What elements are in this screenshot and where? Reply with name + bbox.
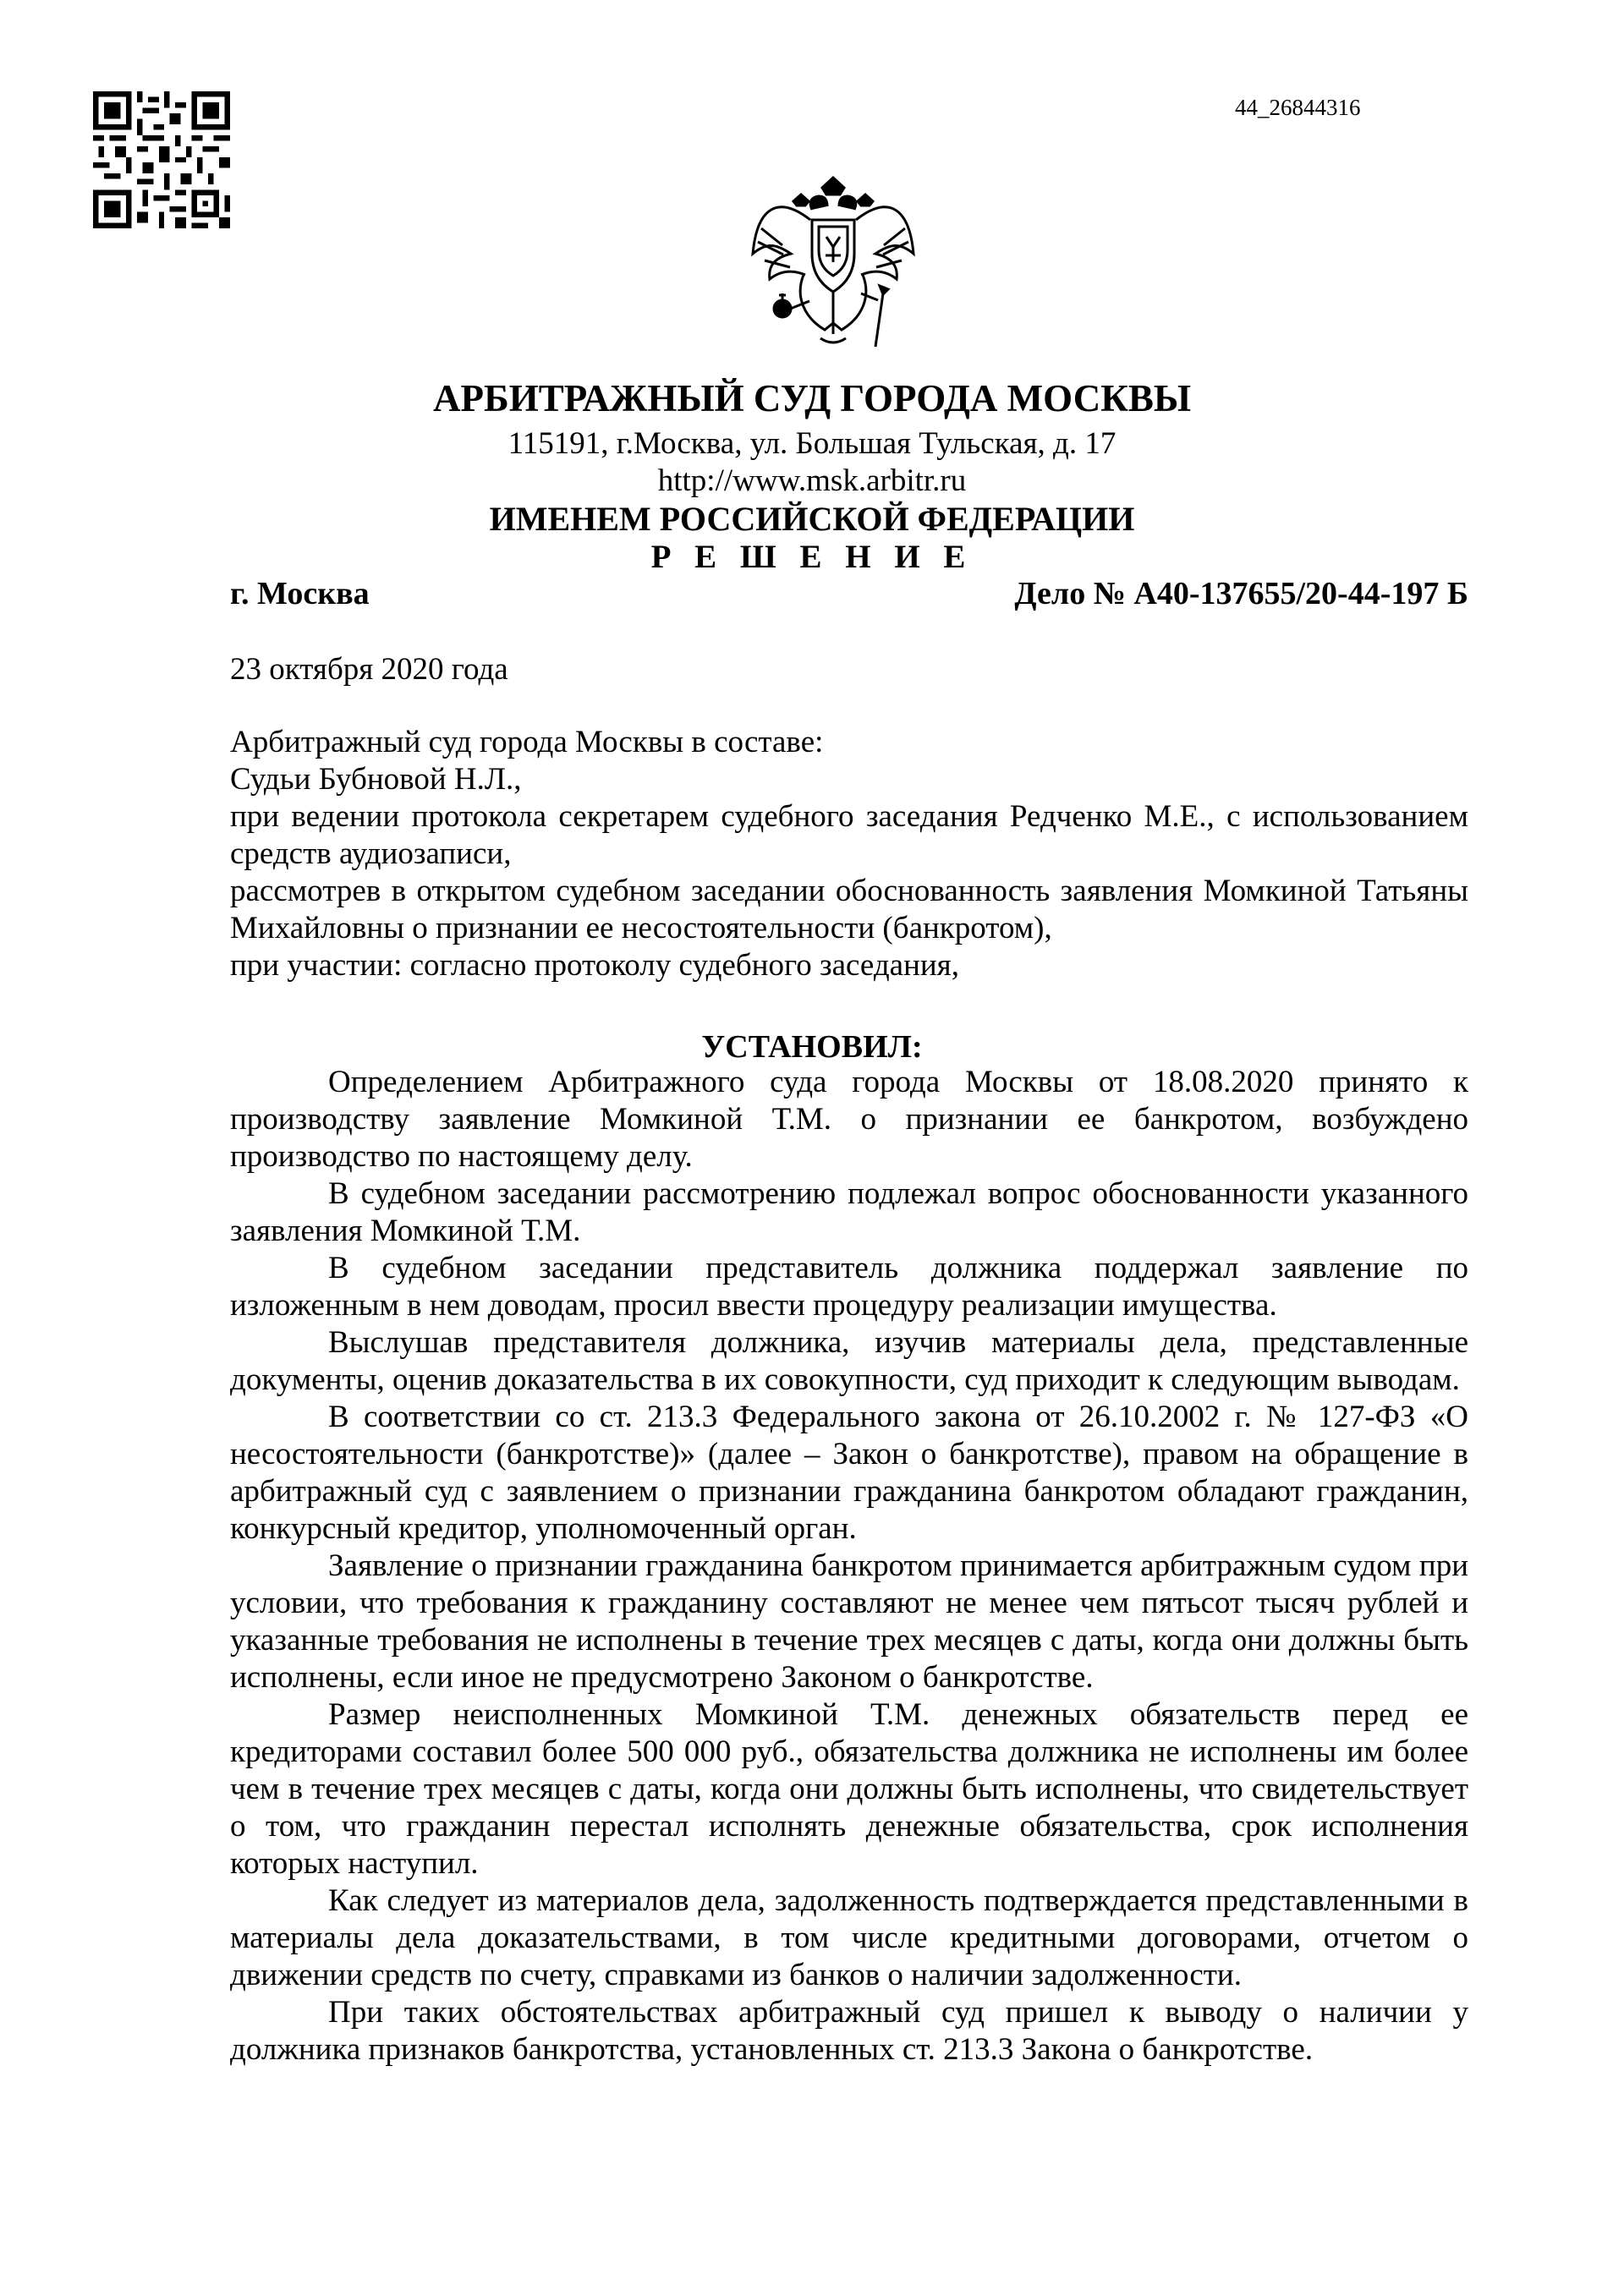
body-paragraph: Размер неисполненных Момкиной Т.М. денежных обязательств перед ее кредиторами составил более 500 000 руб., обязательства должника не исполнены им более чем в течение трех месяцев с даты, когда они должны быть исполнены, что свидетельствует о том, что гражданин перестал исполнять денежные обязательства, срок исполнения которых наступил. (230, 1697, 1468, 1881)
composition-line-2: Судьи Бубновой Н.Л., (230, 762, 522, 797)
court-website: http://www.msk.arbitr.ru (657, 463, 967, 498)
case-number: Дело № А40-137655/20-44-197 Б (1014, 576, 1468, 611)
court-name: АРБИТРАЖНЫЙ СУД ГОРОДА МОСКВЫ (432, 377, 1192, 419)
composition-line-5: при участии: согласно протоколу судебного заседания, (230, 948, 959, 983)
court-composition (230, 724, 1468, 984)
qr-code (93, 91, 230, 228)
body-paragraph: Определением Арбитражного суда города Москвы от 18.08.2020 принято к производству заявление Момкиной Т.М. о признании ее банкротом, возбуждено производство по настоящему делу. (230, 1065, 1468, 1174)
decision-body (230, 1064, 1468, 2069)
body-paragraph: В судебном заседании рассмотрению подлежал вопрос обоснованности указанного заявления Момкиной Т.М. (230, 1176, 1468, 1248)
body-paragraph: При таких обстоятельствах арбитражный суд пришел к выводу о наличии у должника признаков банкротства, установленных ст. 213.3 Закона о банкротстве. (230, 1995, 1468, 2067)
composition-line-4: рассмотрев в открытом судебном заседании обоснованность заявления Момкиной Татьяны Михайловны о признании ее несостоятельности (банкротом), (230, 874, 1468, 945)
composition-line-3: при ведении протокола секретарем судебного заседания Редченко М.Е., с использованием средств аудиозаписи, (230, 799, 1468, 871)
decision-title: Р Е Ш Е Н И Е (650, 539, 974, 575)
coat-of-arms-icon (744, 161, 922, 355)
body-paragraph: Заявление о признании гражданина банкротом принимается арбитражным судом при условии, что требования к гражданину составляют не менее чем пятьсот тысяч рублей и указанные требования не исполнены в течение трех месяцев с даты, когда они должны быть исполнены, если иное не предусмотрено Законом о банкротстве. (230, 1548, 1468, 1695)
city: г. Москва (230, 576, 370, 611)
body-paragraph: Выслушав представителя должника, изучив материалы дела, представленные документы, оценив доказательства в их совокупности, суд приходит к следующим выводам. (230, 1325, 1468, 1397)
decision-date: 23 октября 2020 года (230, 652, 508, 687)
document-id: 44_26844316 (1235, 95, 1361, 120)
body-paragraph: В соответствии со ст. 213.3 Федерального закона от 26.10.2002 г. № 127-ФЗ «О несостоятельности (банкротстве)» (далее – Закон о банкротстве), правом на обращение в арбитражный суд с заявлением о признании гражданина банкротом обладают гражданин, конкурсный кредитор, уполномоченный орган. (230, 1400, 1468, 1546)
body-paragraph: Как следует из материалов дела, задолженность подтверждается представленными в материалы дела доказательствами, в том числе кредитными договорами, отчетом о движении средств по счету, справками из банков о наличии задолженности. (230, 1883, 1468, 1992)
section-title: УСТАНОВИЛ: (701, 1029, 923, 1065)
court-address: 115191, г.Москва, ул. Большая Тульская, д. 17 (508, 426, 1116, 461)
in-name-of-heading: ИМЕНЕМ РОССИЙСКОЙ ФЕДЕРАЦИИ (489, 500, 1135, 538)
body-paragraph: В судебном заседании представитель должника поддержал заявление по изложенным в нем доводам, просил ввести процедуру реализации имущества. (230, 1251, 1468, 1323)
composition-line-1: Арбитражный суд города Москвы в составе: (230, 725, 824, 759)
